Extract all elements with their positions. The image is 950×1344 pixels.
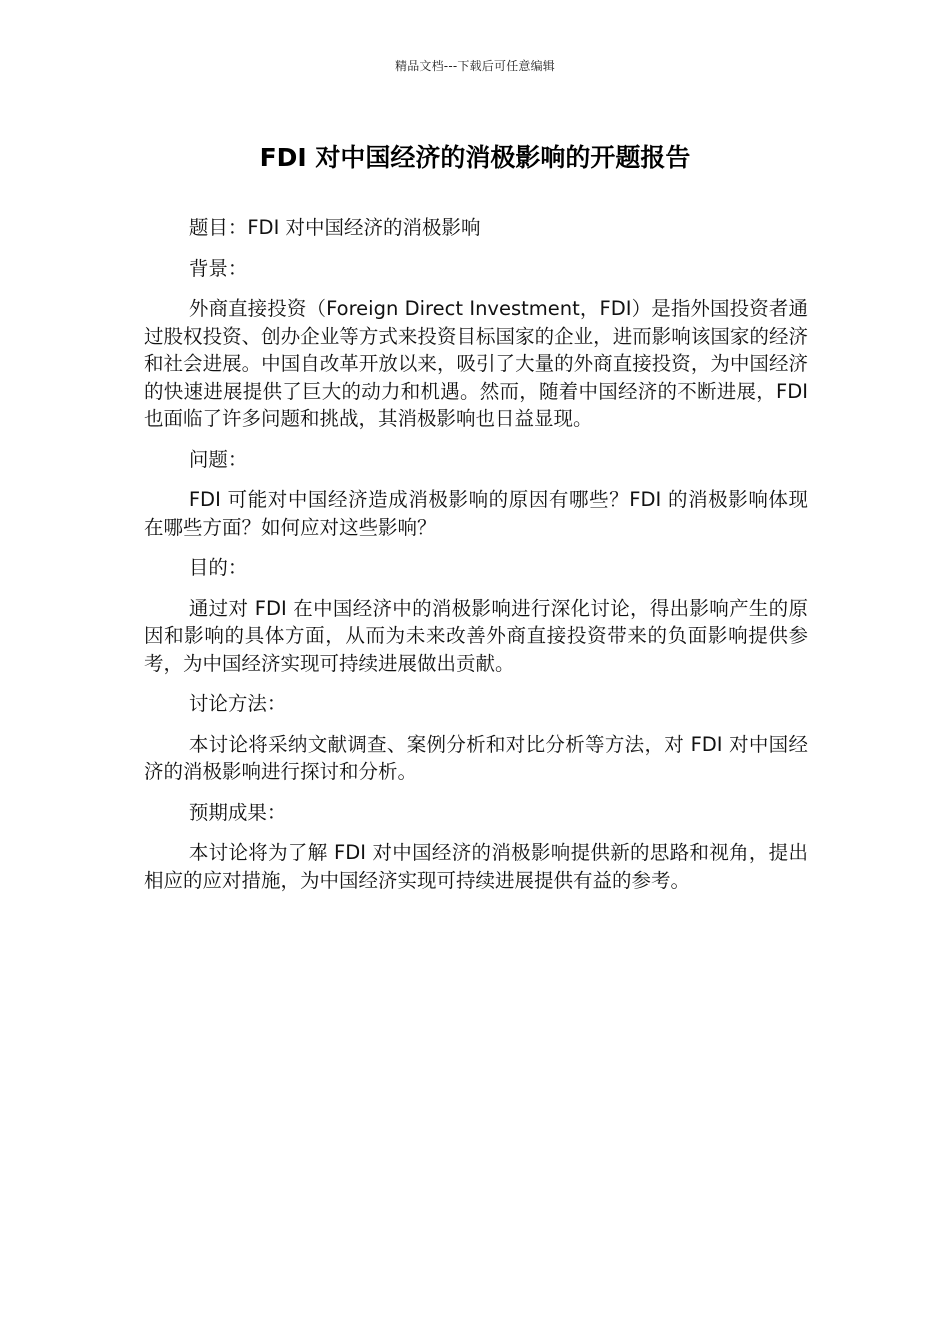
section-heading-methods: 讨论方法： [188, 692, 287, 715]
topic-line: 题目：FDI 对中国经济的消极影响 [188, 216, 481, 239]
document-title: FDI 对中国经济的消极影响的开题报告 [259, 143, 691, 172]
background-paragraph: 外商直接投资（Foreign Direct Investment，FDI）是指外国投资者通过股权投资、创办企业等方式来投资目标国家的企业，进而影响该国家的经济和社会进展。中国自改革开放以来，吸引了大量的外商直接投资，为中国经济的快速进展提供了巨大的动力和机遇。然而，随着中国经济的不断进展，FDI 也面临了许多问题和挑战，其消极影响也日益显现。 [144, 297, 808, 430]
expected-results-paragraph: 本讨论将为了解 FDI 对中国经济的消极影响提供新的思路和视角，提出相应的应对措施，为中国经济实现可持续进展提供有益的参考。 [144, 841, 808, 892]
section-heading-questions: 问题： [188, 447, 248, 471]
section-heading-expected-results: 预期成果： [188, 800, 287, 824]
document-body [144, 214, 808, 907]
purpose-paragraph: 通过对 FDI 在中国经济中的消极影响进行深化讨论，得出影响产生的原因和影响的具体方面，从而为未来改善外商直接投资带来的负面影响提供参考，为中国经济实现可持续进展做出贡献。 [144, 596, 808, 675]
methods-paragraph: 本讨论将采纳文献调查、案例分析和对比分析等方法，对 FDI 对中国经济的消极影响进行探讨和分析。 [144, 732, 808, 783]
page-header: 精品文档---下载后可任意编辑 [395, 59, 555, 73]
section-heading-background: 背景： [188, 256, 248, 280]
questions-paragraph: FDI 可能对中国经济造成消极影响的原因有哪些？FDI 的消极影响体现在哪些方面？如何应对这些影响？ [144, 488, 808, 539]
section-heading-purpose: 目的： [188, 556, 248, 579]
